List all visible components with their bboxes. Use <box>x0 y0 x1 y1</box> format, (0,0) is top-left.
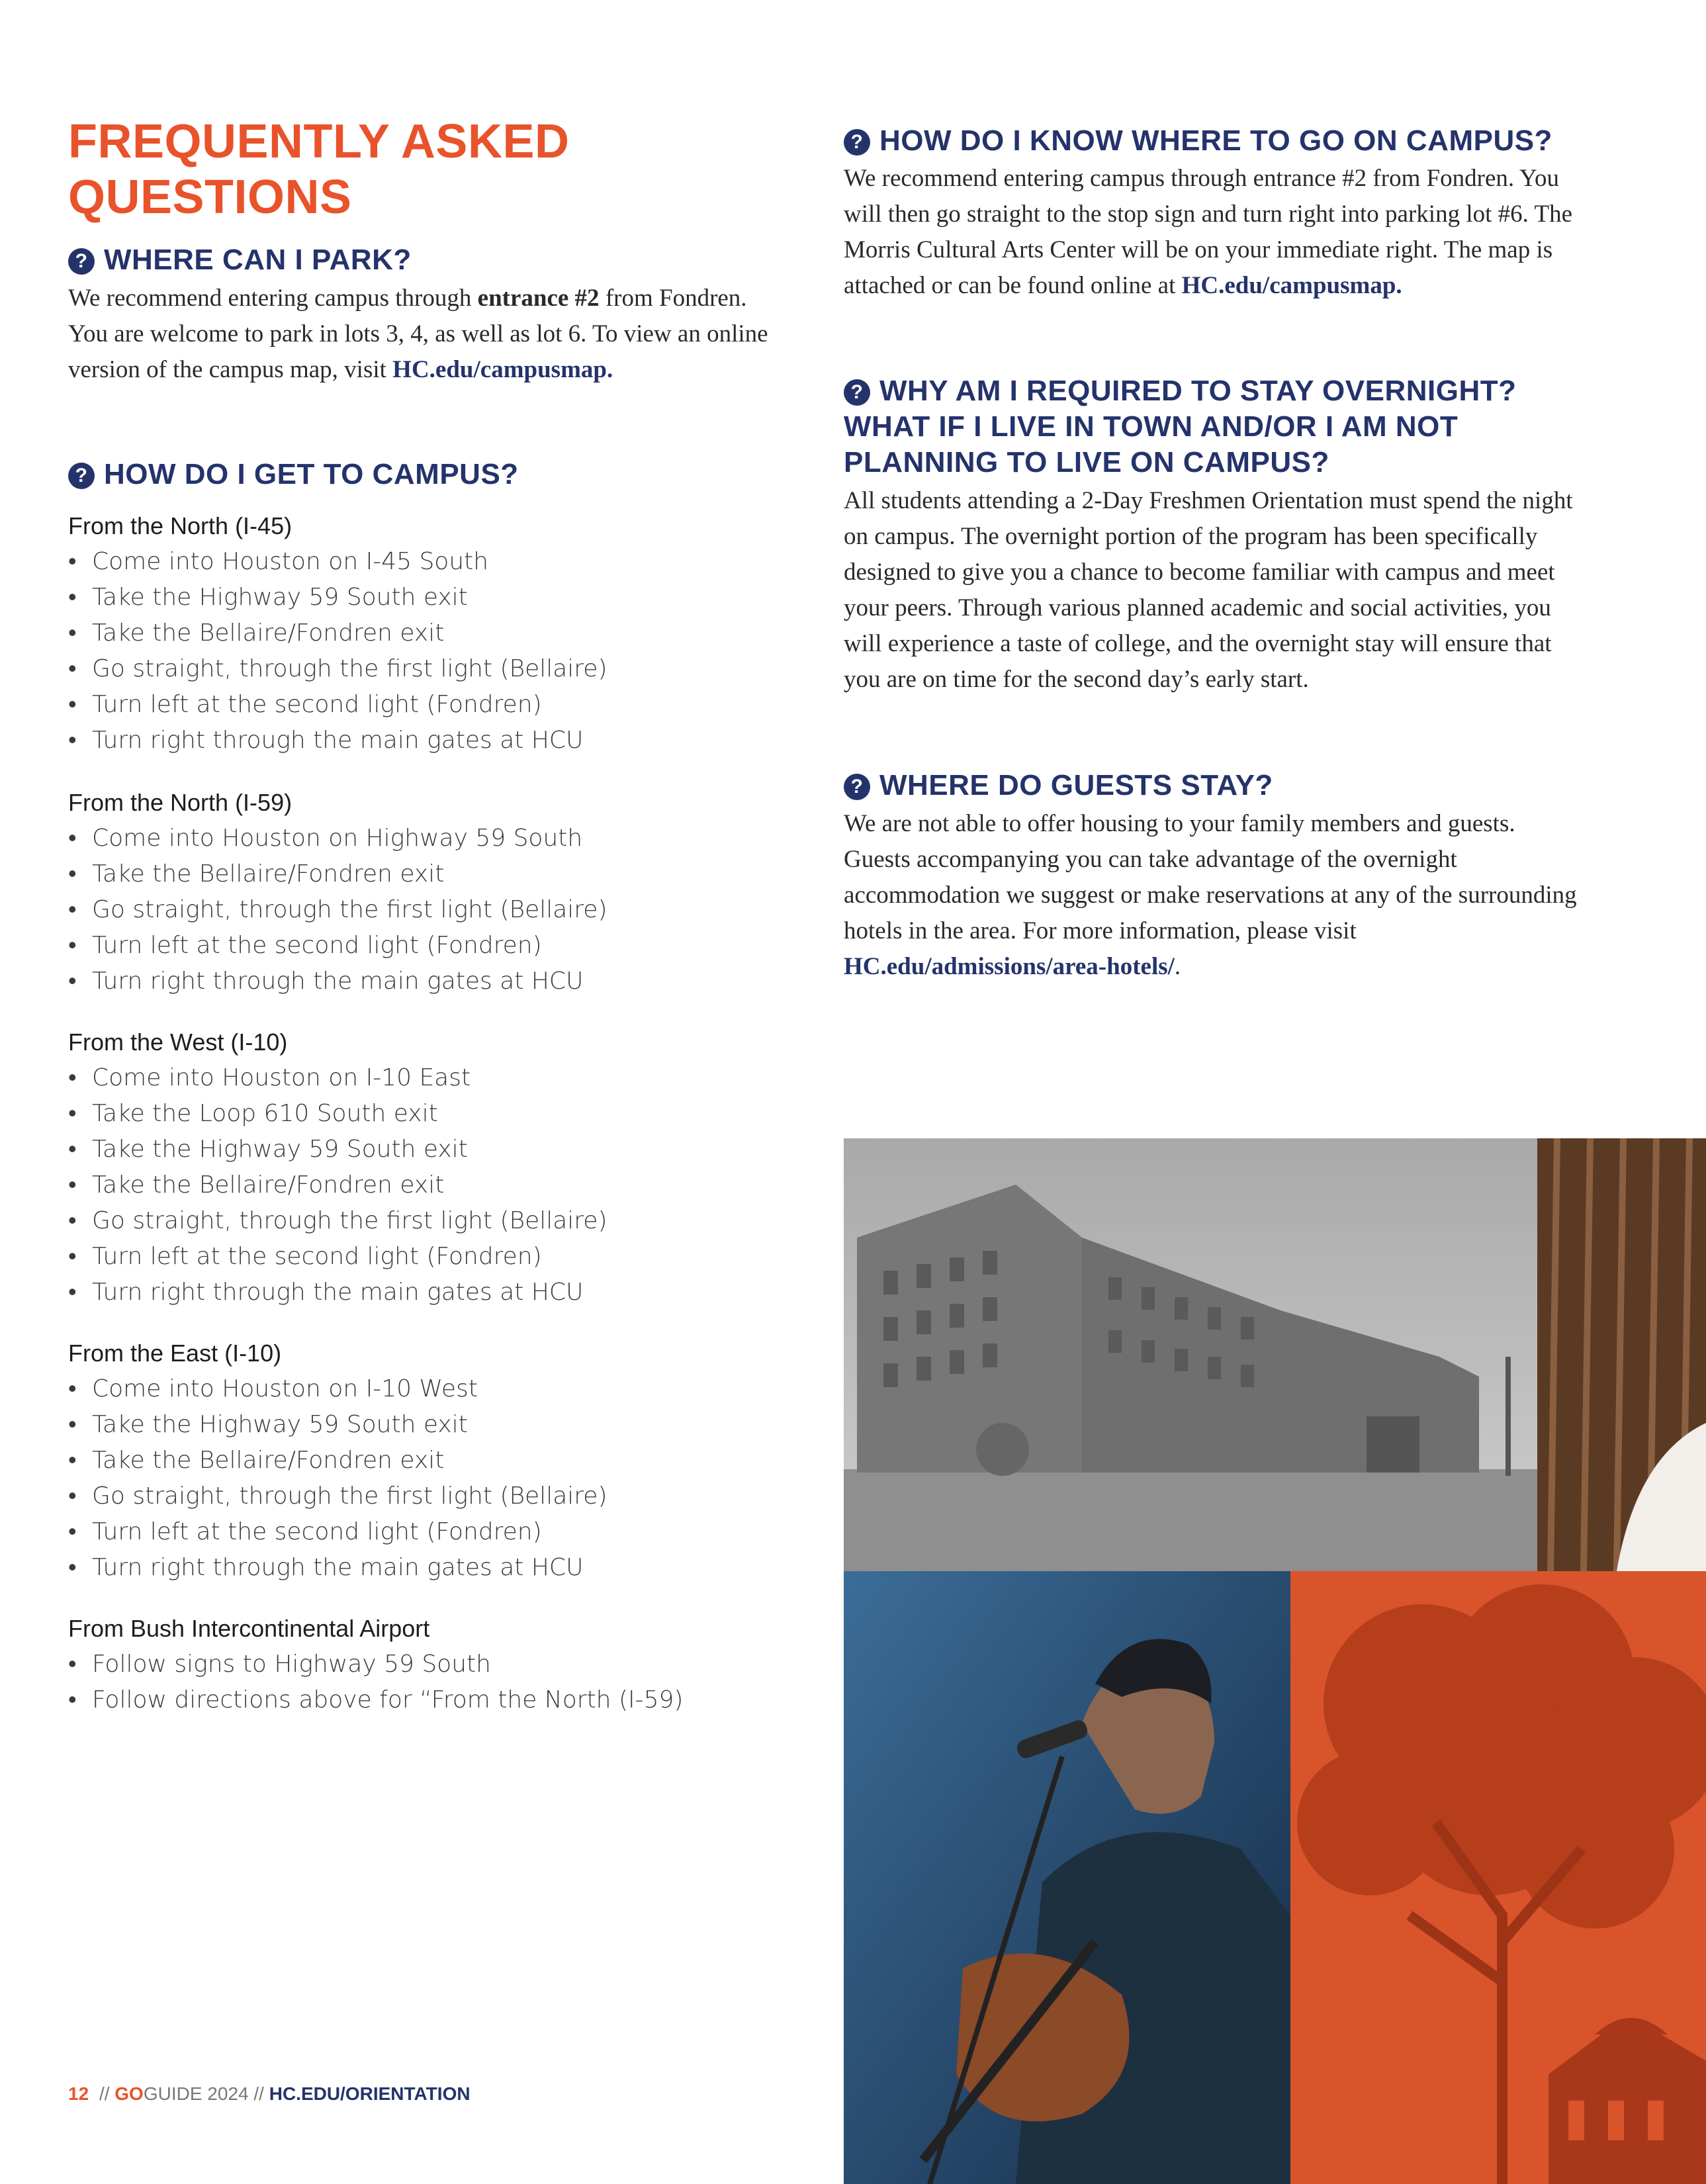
footer-guide: GUIDE 2024 <box>143 2083 249 2104</box>
list-item: • Go straight, through the first light (Bellaire) <box>68 655 607 682</box>
where-to-go-answer <box>844 161 1582 304</box>
page-title-line-1: FREQUENTLY ASKED <box>68 115 570 168</box>
question-circle-icon: ? <box>844 379 870 406</box>
page-title <box>68 114 730 225</box>
list-item: • Turn right through the main gates at HCU <box>68 1279 584 1306</box>
route-north-i45 <box>68 508 763 758</box>
overnight-question <box>844 373 1516 480</box>
area-hotels-link[interactable]: HC.edu/admissions/area-hotels/ <box>844 953 1175 980</box>
question-circle-icon: ? <box>844 774 870 800</box>
list-item: • Come into Houston on I-10 East <box>68 1064 471 1091</box>
guests-answer-text: We are not able to offer housing to your family members and guests. Guests accompanying you can take advantage of the overnight accommodation we suggest or make reservations at any of the surrounding hotels in the area. For more information, please visit <box>844 810 1577 944</box>
campus-building-photo <box>844 1138 1537 1571</box>
list-item: • Take the Highway 59 South exit <box>68 584 468 611</box>
list-item: • Turn left at the second light (Fondren) <box>68 1518 542 1545</box>
footer-go: GO <box>114 2083 144 2104</box>
parking-answer-text-2: from Fondren. You are welcome to park in lots 3, 4, as well as lot 6. To view an online version of the campus map, visit <box>68 285 768 383</box>
list-item: • Come into Houston on Highway 59 South <box>68 825 583 852</box>
list-item: • Turn right through the main gates at HCU <box>68 1554 584 1581</box>
guests-question-text: WHERE DO GUESTS STAY? <box>879 769 1273 801</box>
guests-answer-end: . <box>1174 953 1181 980</box>
list-item: • Come into Houston on I-10 West <box>68 1375 478 1402</box>
where-to-go-answer-text: We recommend entering campus through entrance #2 from Fondren. You will then go straight to the stop sign and turn right into parking lot #6. The Morris Cultural Arts Center will be on your immediate right. The map is attached or can be found online at <box>844 165 1572 299</box>
list-item: • Follow signs to Highway 59 South <box>68 1651 491 1678</box>
list-item: • Take the Highway 59 South exit <box>68 1411 468 1438</box>
student-photo-partial <box>1537 1138 1706 1571</box>
footer-site-link[interactable]: HC.EDU/ORIENTATION <box>269 2083 471 2104</box>
directions-question-text: HOW DO I GET TO CAMPUS? <box>104 458 519 490</box>
list-item: • Go straight, through the first light (Bellaire) <box>68 1482 607 1510</box>
route-title: From Bush Intercontinental Airport <box>68 1615 430 1642</box>
list-item: • Go straight, through the first light (Bellaire) <box>68 896 607 923</box>
route-west-i10 <box>68 1024 763 1310</box>
list-item: • Take the Bellaire/Fondren exit <box>68 1171 445 1199</box>
where-to-go-question <box>844 123 1552 159</box>
overnight-question-line-2: WHAT IF I LIVE IN TOWN AND/OR I AM NOT <box>844 410 1459 443</box>
list-item: • Take the Loop 610 South exit <box>68 1100 438 1127</box>
list-item: • Take the Bellaire/Fondren exit <box>68 619 445 647</box>
route-east-i10 <box>68 1336 763 1586</box>
route-title: From the East (I-10) <box>68 1340 282 1367</box>
where-to-go-question-text: HOW DO I KNOW WHERE TO GO ON CAMPUS? <box>879 124 1552 157</box>
campus-map-link[interactable]: HC.edu/campusmap. <box>392 356 613 383</box>
overnight-question-line-3: PLANNING TO LIVE ON CAMPUS? <box>844 446 1329 478</box>
guests-question <box>844 768 1273 803</box>
list-item: • Turn right through the main gates at HCU <box>68 968 584 995</box>
list-item: • Follow directions above for “From the North (I-59) <box>68 1686 684 1713</box>
route-north-i59 <box>68 785 763 999</box>
directions-question <box>68 457 519 492</box>
parking-answer-bold: entrance #2 <box>477 285 600 312</box>
overnight-answer: All students attending a 2-Day Freshmen Orientation must spend the night on campus. The overnight portion of the program has been specifically designed to give you a chance to become familiar with campus and meet your peers. Through various planned academic and social activities, you will experience a taste of college, and the overnight stay will ensure that you are on time for the second day’s early start. <box>844 487 1573 693</box>
parking-answer-text-1: We recommend entering campus through <box>68 285 478 312</box>
campus-map-link[interactable]: HC.edu/campusmap. <box>1181 272 1402 299</box>
campus-tree-photo <box>1290 1571 1706 2184</box>
page-title-line-2: QUESTIONS <box>68 171 352 224</box>
list-item: • Take the Highway 59 South exit <box>68 1136 468 1163</box>
page-number: 12 <box>68 2083 89 2104</box>
footer-separator: // <box>253 2083 264 2104</box>
list-item: • Take the Bellaire/Fondren exit <box>68 1447 445 1474</box>
list-item: • Go straight, through the first light (Bellaire) <box>68 1207 607 1234</box>
overnight-question-line-1: WHY AM I REQUIRED TO STAY OVERNIGHT? <box>879 375 1517 407</box>
footer-separator: // <box>99 2083 110 2104</box>
question-circle-icon: ? <box>844 129 870 156</box>
route-title: From the North (I-45) <box>68 512 292 539</box>
route-title: From the North (I-59) <box>68 789 292 816</box>
list-item: • Take the Bellaire/Fondren exit <box>68 860 445 887</box>
guitarist-photo <box>844 1571 1290 2184</box>
list-item: • Turn left at the second light (Fondren) <box>68 691 542 718</box>
guests-answer <box>844 806 1582 985</box>
parking-question <box>68 242 412 278</box>
parking-answer <box>68 281 776 388</box>
route-airport <box>68 1611 763 1718</box>
question-circle-icon: ? <box>68 463 95 489</box>
page-footer <box>68 2082 471 2106</box>
list-item: • Turn left at the second light (Fondren) <box>68 932 542 959</box>
list-item: • Turn right through the main gates at HCU <box>68 727 584 754</box>
route-title: From the West (I-10) <box>68 1028 288 1056</box>
parking-question-text: WHERE CAN I PARK? <box>104 244 412 276</box>
question-circle-icon: ? <box>68 248 95 275</box>
list-item: • Turn left at the second light (Fondren) <box>68 1243 542 1270</box>
list-item: • Come into Houston on I-45 South <box>68 548 489 575</box>
